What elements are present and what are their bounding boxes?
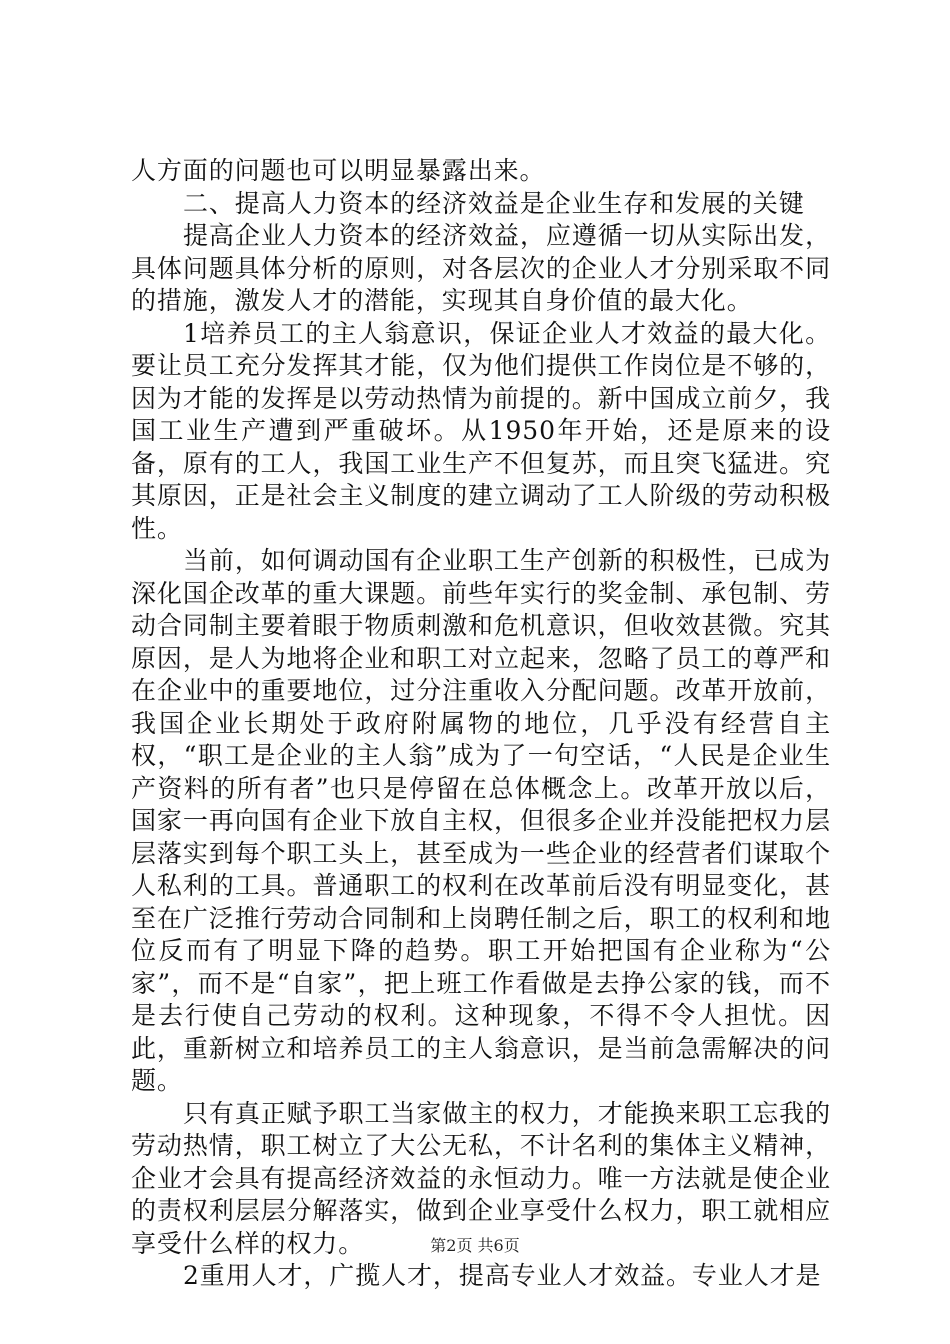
paragraph-current-situation: 当前，如何调动国有企业职工生产创新的积极性，已成为深化国企改革的重大课题。前些年实行的奖金制、承包制、劳动合同制主要着眼于物质刺激和危机意识，但收效甚微。究其原因，是人为地将企业和职工对立起来，忽略了员工的尊严和在企业中的重要地位，过分注重收入分配问题。改革开放前，我国企业长期处于政府附属物的地位，几乎没有经营自主权，“职工是企业的主人翁”成为了一句空话，“人民是企业生产资料的所有者”也只是停留在总体概念上。改革开放以后，国家一再向国有企业下放自主权，但很多企业并没能把权力层层落实到每个职工头上，甚至成为一些企业的经营者们谋取个人私利的工具。普通职工的权利在改革前后没有明显变化，甚至在广泛推行劳动合同制和上岗聘任制之后，职工的权利和地位反而有了明显下降的趋势。职工开始把国有企业称为“公家”，而不是“自家”，把上班工作看做是去挣公家的钱，而不是去行使自己劳动的权利。这种现象，不得不令人担忧。因此，重新树立和培养员工的主人翁意识，是当前急需解决的问题。 xyxy=(131,546,831,1095)
paragraph-continuation: 人方面的问题也可以明显暴露出来。 xyxy=(131,156,546,185)
paragraph-intro: 提高企业人力资本的经济效益，应遵循一切从实际出发，具体问题具体分析的原则，对各层次的企业人才分别采取不同的措施，激发人才的潜能，实现其自身价值的最大化。 xyxy=(131,221,831,315)
page-footer: 第2页 共6页 xyxy=(430,1236,520,1255)
section-heading: 二、提高人力资本的经济效益是企业生存和发展的关键 xyxy=(183,188,805,218)
document-body xyxy=(131,155,831,1293)
paragraph-empowerment: 只有真正赋予职工当家做主的权力，才能换来职工忘我的劳动热情，职工树立了大公无私，不计名利的集体主义精神，企业才会具有提高经济效益的永恒动力。唯一方法就是使企业的责权利层层分解落实，做到企业享受什么权力，职工就相应享受什么样的权力。 xyxy=(131,1098,831,1258)
paragraph-point-2: 2重用人才，广揽人才，提高专业人才效益。专业人才是 xyxy=(183,1261,822,1290)
paragraph-point-1: 1培养员工的主人翁意识，保证企业人才效益的最大化。要让员工充分发挥其才能，仅为他们提供工作岗位是不够的，因为才能的发挥是以劳动热情为前提的。新中国成立前夕，我国工业生产遭到严重破坏。从1950年开始，还是原来的设备，原有的工人，我国工业生产不但复苏，而且突飞猛进。究其原因，正是社会主义制度的建立调动了工人阶级的劳动积极性。 xyxy=(131,318,831,543)
